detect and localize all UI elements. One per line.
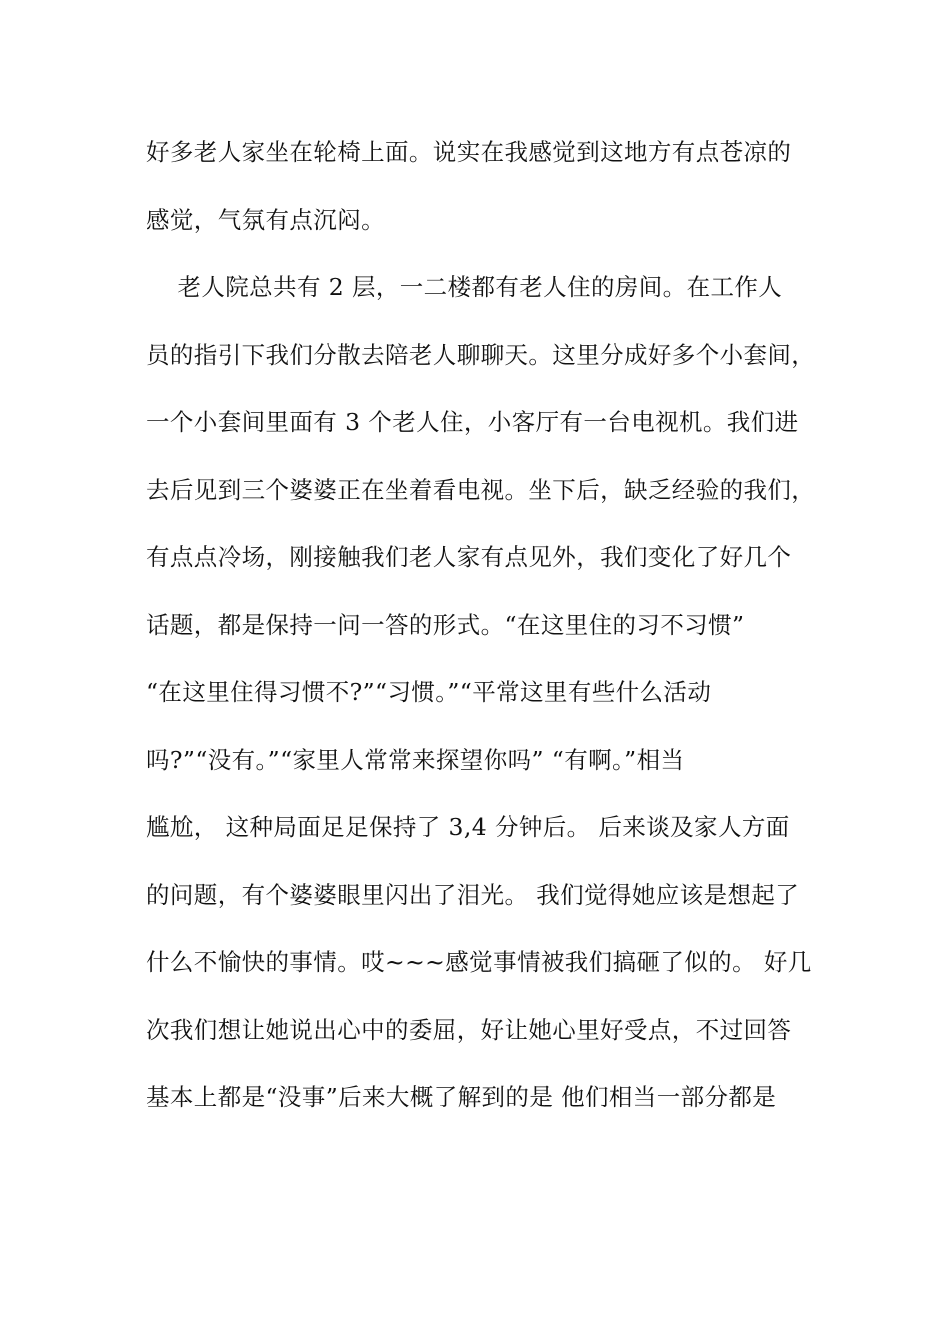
text-line-9: “在这里住得习惯不?”“习惯。”“平常这里有些什么活动 <box>146 678 712 706</box>
text-line-10: 吗?”“没有。”“家里人常常来探望你吗” “有啊。”相当 <box>146 745 685 774</box>
body-text <box>146 130 836 1143</box>
text-line-6: 去后见到三个婆婆正在坐着看电视。坐下后，缺乏经验的我们， <box>146 475 816 504</box>
text-line-11: 尴尬， 这种局面足足保持了 3,4 分钟后。 后来谈及家人方面 <box>146 813 790 841</box>
text-line-1: 好多老人家坐在轮椅上面。说实在我感觉到这地方有点苍凉的 <box>146 138 792 166</box>
text-line-14: 次我们想让她说出心中的委屈，好让她心里好受点，不过回答 <box>146 1015 792 1044</box>
text-line-15: 基本上都是“没事”后来大概了解到的是 他们相当一部分都是 <box>146 1083 777 1111</box>
text-line-4: 员的指引下我们分散去陪老人聊聊天。这里分成好多个小套间， <box>146 340 816 369</box>
text-line-2: 感觉，气氛有点沉闷。 <box>146 205 385 234</box>
text-line-8: 话题，都是保持一问一答的形式。“在这里住的习不习惯” <box>146 610 745 639</box>
text-line-12: 的问题，有个婆婆眼里闪出了泪光。 我们觉得她应该是想起了 <box>146 880 800 909</box>
text-line-5: 一个小套间里面有 3 个老人住，小客厅有一台电视机。我们进 <box>146 408 799 436</box>
text-line-7: 有点点冷场，刚接触我们老人家有点见外，我们变化了好几个 <box>146 543 792 571</box>
text-line-13: 什么不愉快的事情。哎~~~感觉事情被我们搞砸了似的。 好几 <box>146 948 812 976</box>
text-line-3: 老人院总共有 2 层，一二楼都有老人住的房间。在工作人 <box>146 273 783 301</box>
